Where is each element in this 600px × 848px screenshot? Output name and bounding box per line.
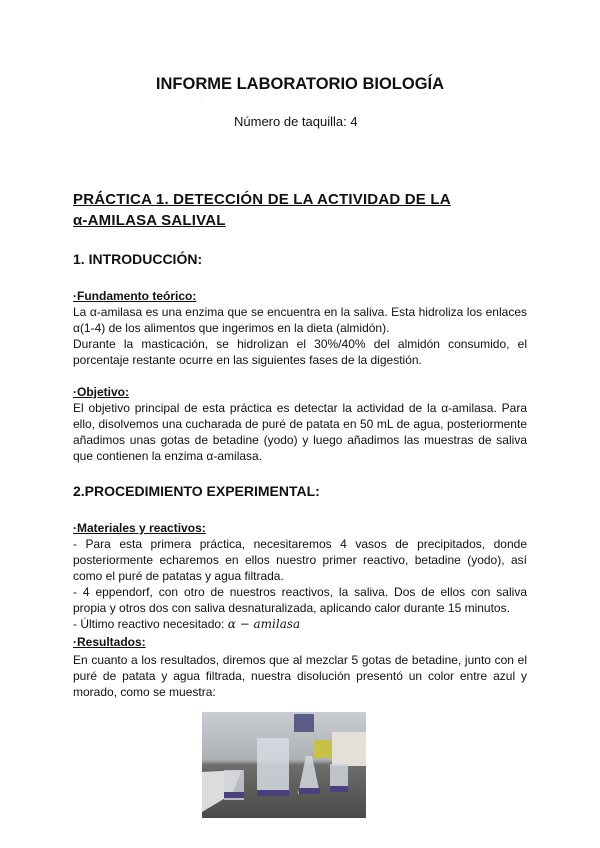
fundamento-text [73, 304, 527, 368]
materiales-item-3 [73, 616, 527, 632]
resultados-label: ·Resultados: [73, 635, 146, 649]
intro-heading: 1. INTRODUCCIÓN: [73, 251, 203, 267]
practice-title-line2: α-AMILASA SALIVAL [73, 212, 226, 229]
locker-number: Número de taquilla: 4 [234, 114, 358, 129]
stray-dot: · [200, 98, 202, 104]
beakers-photo [202, 712, 366, 818]
fundamento-paragraph-2: Durante la masticación, se hidrolizan el 30%/40% del almidón consumido, el porcentaje restante ocurre en las siguientes fases de la digestión. [73, 337, 527, 367]
document-title: INFORME LABORATORIO BIOLOGÍA [155, 75, 445, 93]
resultados-text [73, 652, 527, 700]
resultados-paragraph: En cuanto a los resultados, diremos que al mezclar 5 gotas de betadine, junto con el puré de patata y agua filtrada, nuestra disolución presentó un color entre azul y morado, como se muestra: [73, 653, 527, 699]
fundamento-label: ·Fundamento teórico: [73, 289, 197, 303]
materiales-label: ·Materiales y reactivos: [73, 521, 206, 535]
practice-title-line1: PRÁCTICA 1. DETECCIÓN DE LA ACTIVIDAD DE LA [73, 191, 451, 208]
alpha-amilasa-formula: α − amilasa [227, 617, 301, 631]
fundamento-paragraph-1: La α-amilasa es una enzima que se encuentra en la saliva. Esta hidroliza los enlaces α(1-4) de los alimentos que ingerimos en la dieta (almidón). [73, 305, 527, 335]
procedure-heading: 2.PROCEDIMIENTO EXPERIMENTAL: [73, 483, 320, 499]
objetivo-label: ·Objetivo: [73, 385, 129, 399]
materiales-item-1: - Para esta primera práctica, necesitaremos 4 vasos de precipitados, donde posteriormente echaremos en ellos nuestro primer reactivo, betadine (yodo), así como el puré de patatas y agua filtrada. [73, 537, 527, 583]
item-3-prefix: - Último reactivo necesitado: [73, 617, 228, 631]
materiales-list [73, 536, 527, 632]
materiales-item-2: - 4 eppendorf, con otro de nuestros reactivos, la saliva. Dos de ellos con saliva propia y otros dos con saliva desnaturalizada, aplicando calor durante 15 minutos. [73, 585, 527, 615]
objetivo-paragraph: El objetivo principal de esta práctica es detectar la actividad de la α-amilasa. Para ello, disolvemos una cucharada de puré de patata en 50 mL de agua, posteriormente añadimos unas gotas de betadine (yodo) y luego añadimos las muestras de saliva que contienen la enzima α-amilasa. [73, 401, 527, 463]
objetivo-text [73, 400, 527, 464]
